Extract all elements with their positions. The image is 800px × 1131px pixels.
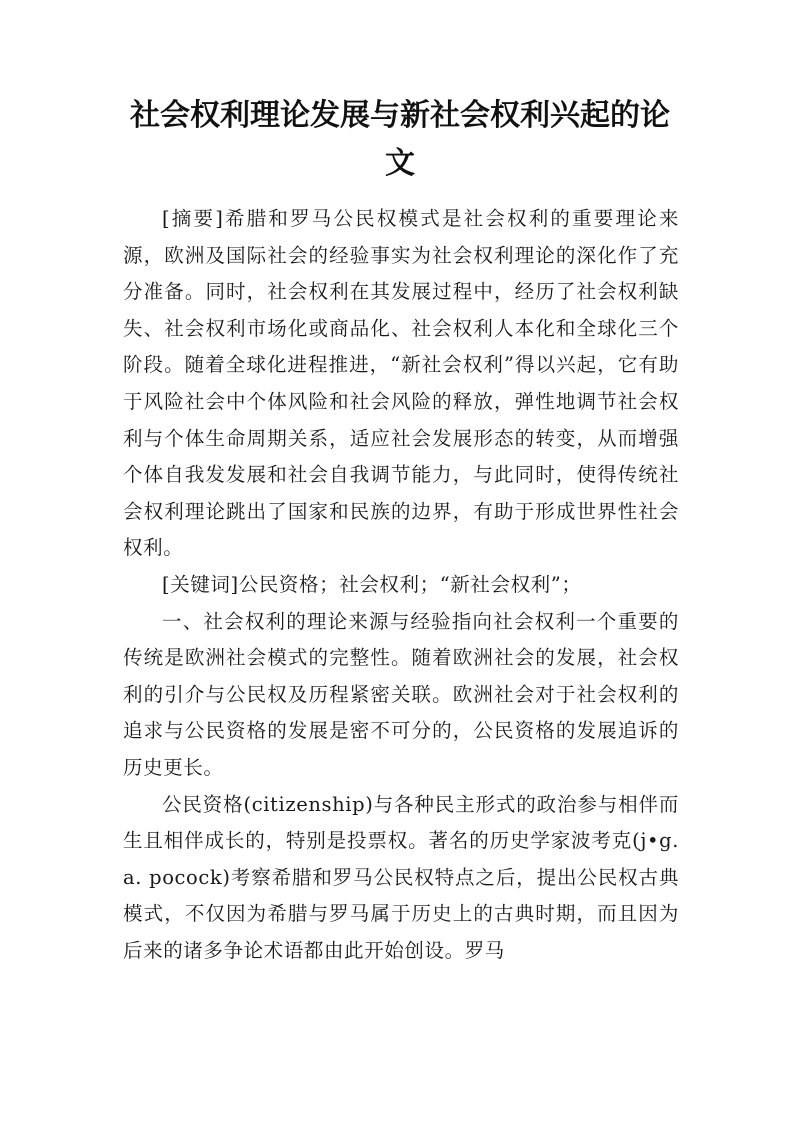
citizenship-paragraph: 公民资格(citizenship)与各种民主形式的政治参与相伴而生且相伴成长的，特别是投票权。著名的历史学家波考克(j•g. a. pocock)考察希腊和罗马公民权特点之后，提出公民权古典模式，不仅因为希腊与罗马属于历史上的古典时期，而且因为后来的诸多争论术语都由此开始创设。罗马 bbox=[123, 792, 679, 962]
section-one-paragraph: 一、社会权利的理论来源与经验指向社会权利一个重要的传统是欧洲社会模式的完整性。随着欧洲社会的发展，社会权利的引介与公民权及历程紧密关联。欧洲社会对于社会权利的追求与公民资格的发展是密不可分的，公民资格的发展追诉的历史更长。 bbox=[123, 609, 679, 779]
abstract-paragraph: [摘要]希腊和罗马公民权模式是社会权利的重要理论来源，欧洲及国际社会的经验事实为社会权利理论的深化作了充分准备。同时，社会权利在其发展过程中，经历了社会权利缺失、社会权利市场化或商品化、社会权利人本化和全球化三个阶段。随着全球化进程推进，“新社会权利”得以兴起，它有助于风险社会中个体风险和社会风险的释放，弹性地调节社会权利与个体生命周期关系，适应社会发展形态的转变，从而增强个体自我发发展和社会自我调节能力，与此同时，使得传统社会权利理论跳出了国家和民族的边界，有助于形成世界性社会权利。 bbox=[123, 207, 679, 560]
document-body bbox=[123, 201, 679, 969]
document-title: 社会权利理论发展与新社会权利兴起的论文 bbox=[130, 98, 670, 181]
keywords-paragraph: [关键词]公民资格；社会权利；“新社会权利”； bbox=[162, 572, 582, 596]
